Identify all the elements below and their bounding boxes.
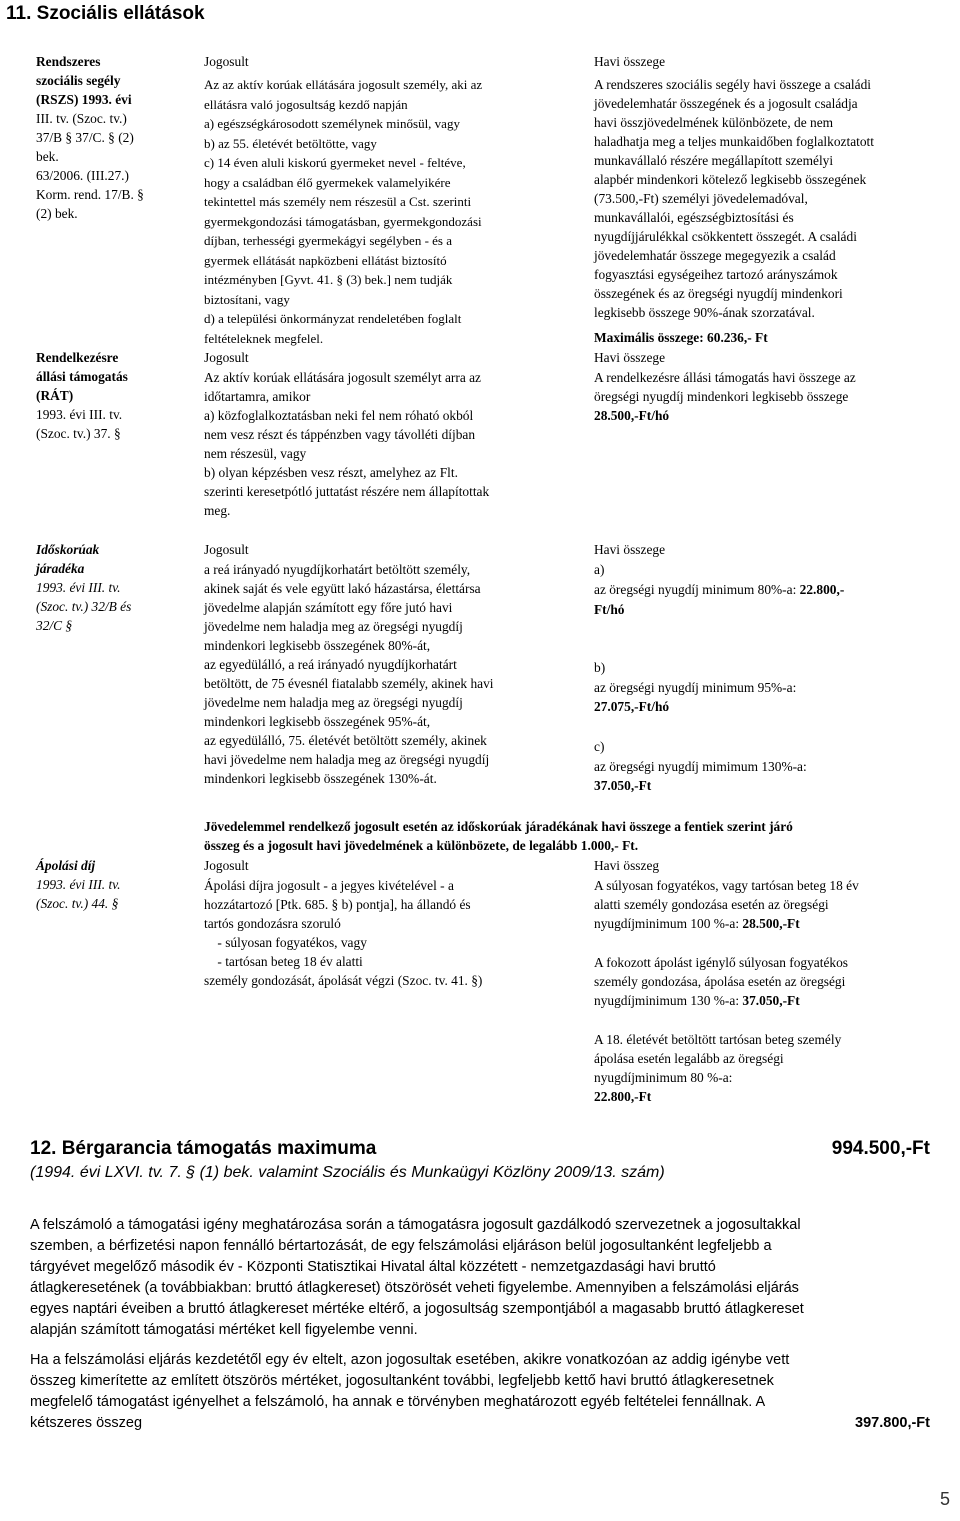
apolasi-amount-value: 22.800,-Ft xyxy=(594,1089,652,1104)
idoskoruak-name-line: járadéka xyxy=(36,561,85,576)
rszs-eligible-line: c) 14 éven aluli kiskorú gyermeket nevel - feltéve, xyxy=(204,155,466,170)
page-title: 11. Szociális ellátások xyxy=(6,3,205,24)
section12-paragraph-2-line: Ha a felszámolási eljárás kezdetétől egy év eltelt, azon jogosultak esetében, akikre vonatkozóan az addig igénybe vett xyxy=(30,1352,790,1368)
apolasi-eligible-line: - súlyosan fogyatékos, vagy xyxy=(204,935,367,950)
rszs-amount-line: alapbér mindenkori kötelező legkisebb összegének xyxy=(594,172,867,187)
idoskoruak-eligible-line: mindenkori legkisebb összegének 130%-át. xyxy=(204,771,437,786)
rszs-name-line: 63/2006. (III.27.) xyxy=(36,168,129,183)
rszs-eligible-line: gyermekgondozási támogatásban, gyermekgondozási xyxy=(204,213,482,229)
rszs-name-line: Korm. rend. 17/B. § xyxy=(36,187,144,202)
rszs-name-line: szociális segély xyxy=(36,73,121,88)
rszs-eligible xyxy=(204,75,570,348)
rszs-eligible-line: Az az aktív korúak ellátására jogosult személy, aki az xyxy=(204,77,483,92)
idoskoruak-eligible-line: jövedelme nem haladja meg az öregségi nyugdíj xyxy=(204,695,463,710)
idoskoruak-eligible-line: betöltött, de 75 évesnél fiatalabb személy, akinek havi xyxy=(204,676,494,691)
idoskoruak-eligible-line: mindenkori legkisebb összegének 95%-át, xyxy=(204,714,431,729)
apolasi-amount-3 xyxy=(594,1030,944,1106)
rszs-eligible-line: feltételeknek megfelel. xyxy=(204,330,324,346)
rat-amount-line: öregségi nyugdíj mindenkori legkisebb összege xyxy=(594,389,849,404)
idoskoruak-eligible-line: az egyedülálló, 75. életévét betöltött személy, akinek xyxy=(204,733,487,748)
rszs-amount-line: fogyasztási egységeihez tartozó arányszámok xyxy=(594,267,838,282)
apolasi-eligible-line: hozzátartozó [Ptk. 685. § b) pontja], ha állandó és xyxy=(204,897,471,912)
apolasi-amount-line xyxy=(594,953,944,972)
apolasi-amount-line xyxy=(594,895,944,914)
rat-name-line: (RÁT) xyxy=(36,388,74,403)
rszs-eligible-line: díjban, terhességi gyermekágyi segélyben - és a xyxy=(204,233,452,248)
rat-name-line: 1993. évi III. tv. xyxy=(36,407,123,422)
rszs-eligible-line: gyermek ellátását napközbeni ellátást biztosító xyxy=(204,252,447,268)
apolasi-name xyxy=(36,856,182,913)
apolasi-eligible-line: személy gondozását, ápolását végzi (Szoc. tv. 41. §) xyxy=(204,973,483,988)
rszs-eligible-line: hogy a családban élő gyermekek valamelyikére xyxy=(204,174,451,190)
rszs-amount-line: havi összjövedelmének különbözete, de nem xyxy=(594,115,834,130)
idoskoruak-amount-c-letter: c) xyxy=(594,739,605,754)
section12-paragraph-2-line: megfelelő támogatást igényelhet a felszámoló, ha annak e törvényben meghatározott egyéb feltételei fennállnak. A xyxy=(30,1394,766,1410)
idoskoruak-amount-b-text: az öregségi nyugdíj minimum 95%-a: xyxy=(594,680,797,695)
rszs-amount-header: Havi összege xyxy=(594,54,666,69)
apolasi-amount-line xyxy=(594,876,944,895)
apolasi-amount-text: A súlyosan fogyatékos, vagy tartósan beteg 18 év xyxy=(594,878,859,893)
idoskoruak-amount-c-text: az öregségi nyugdíj mimimum 130%-a: xyxy=(594,759,807,774)
apolasi-eligible-header: Jogosult xyxy=(204,858,249,873)
rszs-name xyxy=(36,52,182,223)
apolasi-name-line: Ápolási díj xyxy=(36,858,96,873)
rat-amount-value: 28.500,-Ft/hó xyxy=(594,408,670,423)
apolasi-amount-text: A fokozott ápolást igénylő súlyosan fogyatékos xyxy=(594,955,849,970)
rszs-max-amount: Maximális összege: 60.236,- Ft xyxy=(594,330,768,345)
rszs-eligible-line: ellátásra való jogosultság kezdő napján xyxy=(204,96,408,112)
section12-paragraph-1-line: szemben, a bérfizetési napon fennálló bértartozását, de egy felszámolási eljáráson belül jogosultanként legfeljebb a xyxy=(30,1238,772,1254)
section12-paragraph-1-line: átlagkeresetének (a továbbiakban: bruttó átlagkereset) ötszörösét veheti figyelembe. Amennyiben a felszámolási eljárás xyxy=(30,1280,799,1296)
section12-paragraph-1-line: alapján számított támogatási mértéket kell figyelembe venni. xyxy=(30,1322,418,1338)
section12-paragraph-1-line: tárgyévet megelőző második év - Központi Statisztikai Hivatal által közzétett - nemzetgazdasági havi bruttó xyxy=(30,1259,716,1275)
rszs-name-line: bek. xyxy=(36,149,59,164)
apolasi-amount-text: alatti személy gondozása esetén az öregségi xyxy=(594,897,829,912)
rszs-eligible-line: intézményben [Gyvt. 41. § (3) bek.] nem tudják xyxy=(204,272,453,287)
rszs-eligible-header: Jogosult xyxy=(204,54,249,69)
rat-name xyxy=(36,348,182,443)
apolasi-amount-text: ápolása esetén legalább az öregségi xyxy=(594,1051,784,1066)
rat-eligible-line: nem részesül, vagy xyxy=(204,446,307,461)
rat-name-line: Rendelkezésre xyxy=(36,350,119,365)
rszs-amount-line: munkavállalói, egészségbiztosítási és xyxy=(594,210,794,225)
section12-paragraph-2-line: összeg kimerítette az említett ötszörös mértéket, jogosultanként további, legfeljebb kettő havi bruttó átlagkeresetnek xyxy=(30,1373,774,1389)
rszs-amount-line: A rendszeres szociális segély havi összege a családi xyxy=(594,77,872,92)
apolasi-amount-line xyxy=(594,1068,944,1087)
rszs-amount-line: összegének és az öregségi nyugdíj mindenkori xyxy=(594,286,843,301)
apolasi-eligible-line: Ápolási díjra jogosult - a jegyes kivételével - a xyxy=(204,878,454,893)
idoskoruak-eligible-line: jövedelme alapján számított egy főre jutó havi xyxy=(204,600,453,615)
apolasi-amount-value: 37.050,-Ft xyxy=(742,993,800,1008)
apolasi-amount-text: személy gondozása, ápolása esetén az öregségi xyxy=(594,974,846,989)
idoskoruak-eligible-line: mindenkori legkisebb összegének 80%-át, xyxy=(204,638,431,653)
idoskoruak-amount-a-value2: Ft/hó xyxy=(594,602,625,617)
rat-eligible-line: Az aktív korúak ellátására jogosult személyt arra az xyxy=(204,370,481,385)
apolasi-amount-line xyxy=(594,972,944,991)
section12-paragraph-2 xyxy=(30,1350,952,1413)
section12-paragraph-1-line: egyes naptári éveiben a bruttó átlagkereset mértéke eltérő, a jogosultság szempontjából a magasabb bruttó átlagkereset xyxy=(30,1301,804,1317)
rszs-eligible-line: tekintettel más személy nem részesül a Cst. szerinti xyxy=(204,194,472,209)
idoskoruak-amount-a-value: 22.800,- xyxy=(799,582,845,597)
section12-double-row xyxy=(30,1413,930,1434)
rszs-eligible-line: b) az 55. életévét betöltötte, vagy xyxy=(204,135,377,151)
rat-eligible-line: b) olyan képzésben vesz részt, amelyhez az Flt. xyxy=(204,465,458,480)
rszs-amount-line: (73.500,-Ft) személyi jövedelemadóval, xyxy=(594,191,808,206)
rszs-name-line: 37/B § 37/C. § (2) xyxy=(36,130,134,145)
idoskoruak-name-line: 32/C § xyxy=(36,618,73,633)
rszs-amount-line: legkisebb összege 90%-ának szorzatával. xyxy=(594,305,815,320)
idoskoruak-name-line: (Szoc. tv.) 32/B és xyxy=(36,599,132,614)
section12-title-row xyxy=(30,1137,930,1161)
rat-eligible-line: a) közfoglalkoztatásban neki fel nem róható okból xyxy=(204,408,474,423)
apolasi-amount-text: nyugdíjminimum 100 %-a: xyxy=(594,916,743,931)
rat-amount-line: A rendelkezésre állási támogatás havi összege az xyxy=(594,370,856,385)
section12-double-amount: 397.800,-Ft xyxy=(855,1415,930,1431)
apolasi-amount-value: 28.500,-Ft xyxy=(742,916,800,931)
rszs-eligible-line: a) egészségkárosodott személynek minősül, vagy xyxy=(204,116,460,131)
section12-paragraph-1-line: A felszámoló a támogatási igény meghatározása során a támogatásra jogosult gazdálkodó szervezetnek a jogosultakkal xyxy=(30,1217,801,1233)
section12-title: 12. Bérgarancia támogatás maximuma xyxy=(30,1138,377,1159)
section12-paragraph-1 xyxy=(30,1215,952,1341)
apolasi-amount-text: nyugdíjminimum 130 %-a: xyxy=(594,993,743,1008)
apolasi-name-line: (Szoc. tv.) 44. § xyxy=(36,896,119,911)
idoskoruak-note-line: Jövedelemmel rendelkező jogosult esetén az időskorúak járadékának havi összege a fentiek szerint járó xyxy=(204,819,793,834)
apolasi-amount-line xyxy=(594,991,944,1010)
apolasi-amount-line xyxy=(594,1030,944,1049)
rat-eligible-line: nem vesz részt és táppénzben vagy távolléti díjban xyxy=(204,427,476,442)
rszs-amount-line: munkavállaló részére megállapított személyi xyxy=(594,153,834,168)
idoskoruak-eligible-line: akinek saját és vele együtt lakó házastársa, élettársa xyxy=(204,581,481,596)
rszs-amount-line: haladhatja meg a teljes munkaidőben foglalkoztatott xyxy=(594,134,874,149)
apolasi-amount-2 xyxy=(594,953,944,1010)
apolasi-eligible-line: tartós gondozásra szoruló xyxy=(204,916,341,931)
rszs-amount-line: jövedelemhatár összegének és a jogosult családja xyxy=(594,96,858,111)
apolasi-eligible xyxy=(204,876,570,990)
section12-source: (1994. évi LXVI. tv. 7. § (1) bek. valamint Szociális és Munkaügyi Közlöny 2009/13. szám) xyxy=(30,1164,665,1181)
rszs-name-line: III. tv. (Szoc. tv.) xyxy=(36,111,127,126)
rat-amount-header: Havi összege xyxy=(594,350,666,365)
idoskoruak-amount-a xyxy=(594,580,944,599)
apolasi-amount-line xyxy=(594,914,944,933)
rat-eligible-header: Jogosult xyxy=(204,350,249,365)
rszs-eligible-line: d) a települési önkormányzat rendeletében foglalt xyxy=(204,311,462,326)
rat-eligible-line: időtartamra, amikor xyxy=(204,389,311,404)
rat-amount xyxy=(594,368,944,406)
rat-name-line: (Szoc. tv.) 37. § xyxy=(36,426,121,441)
idoskoruak-amount-a-letter: a) xyxy=(594,562,605,577)
rszs-amount xyxy=(594,75,944,322)
rszs-eligible-line: biztosítani, vagy xyxy=(204,291,290,307)
rszs-name-line: Rendszeres xyxy=(36,54,101,69)
apolasi-amount-text: nyugdíjminimum 80 %-a: xyxy=(594,1070,733,1085)
idoskoruak-amount-b-value: 27.075,-Ft/hó xyxy=(594,699,670,714)
rat-eligible-line: meg. xyxy=(204,503,231,518)
section12-double-label: kétszeres összeg xyxy=(30,1415,143,1431)
apolasi-name-line: 1993. évi III. tv. xyxy=(36,877,121,892)
rat-eligible xyxy=(204,368,570,520)
idoskoruak-note xyxy=(204,817,944,855)
idoskoruak-eligible-header: Jogosult xyxy=(204,542,249,557)
apolasi-eligible-line: - tartósan beteg 18 év alatti xyxy=(204,954,363,969)
idoskoruak-eligible-line: a reá irányadó nyugdíjkorhatárt betöltött személy, xyxy=(204,562,471,577)
apolasi-amount-1 xyxy=(594,876,944,933)
idoskoruak-eligible-line: az egyedülálló, a reá irányadó nyugdíjkorhatárt xyxy=(204,657,457,672)
rszs-amount-line: nyugdíjjárulékkal csökkentett összegét. A családi xyxy=(594,229,857,244)
rat-eligible-line: szerinti keresetpótló juttatást részére nem állapítottak xyxy=(204,484,490,499)
apolasi-amount-header: Havi összeg xyxy=(594,858,660,873)
idoskoruak-eligible xyxy=(204,560,570,788)
idoskoruak-amount-header: Havi összege xyxy=(594,542,666,557)
idoskoruak-amount-c-value: 37.050,-Ft xyxy=(594,778,652,793)
idoskoruak-name-line: Időskorúak xyxy=(36,542,100,557)
apolasi-amount-text: A 18. életévét betöltött tartósan beteg személy xyxy=(594,1032,842,1047)
section12-amount: 994.500,-Ft xyxy=(831,1138,930,1159)
idoskoruak-amount-b-letter: b) xyxy=(594,660,606,675)
rszs-amount-line: jövedelemhatár összege megegyezik a család xyxy=(594,248,836,263)
idoskoruak-amount-a-text: az öregségi nyugdíj minimum 80%-a: xyxy=(594,582,800,597)
rat-name-line: állási támogatás xyxy=(36,369,128,384)
page-number: 5 xyxy=(939,1489,950,1509)
idoskoruak-name-line: 1993. évi III. tv. xyxy=(36,580,121,595)
idoskoruak-eligible-line: jövedelme nem haladja meg az öregségi nyugdíj xyxy=(204,619,463,634)
idoskoruak-name xyxy=(36,540,182,635)
idoskoruak-eligible-line: havi jövedelme nem haladja meg az öregségi nyugdíj xyxy=(204,752,490,767)
idoskoruak-note-line: összeg és a jogosult havi jövedelmének a különbözete, de legalább 1.000,- Ft. xyxy=(204,838,639,853)
rszs-name-line: (2) bek. xyxy=(36,206,78,221)
apolasi-amount-line xyxy=(594,1049,944,1068)
rszs-name-line: (RSZS) 1993. évi xyxy=(36,92,132,107)
